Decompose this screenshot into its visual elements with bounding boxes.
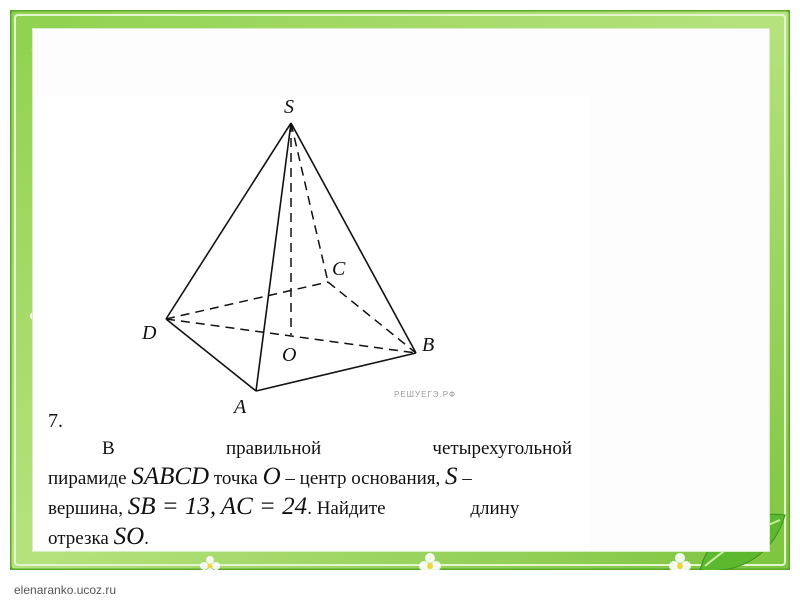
- math-sb: SB = 13,: [127, 493, 217, 520]
- watermark: РЕШУЕГЭ.РФ: [394, 390, 457, 399]
- edge-DC: [166, 282, 328, 319]
- math-o: O: [262, 463, 281, 490]
- math-s: S: [445, 463, 458, 490]
- edge-AB: [256, 353, 416, 391]
- label-S: S: [284, 96, 294, 118]
- math-so: SO: [113, 523, 145, 550]
- problem-text: [48, 407, 572, 553]
- problem-number: 7.: [48, 410, 63, 432]
- math-sabcd: SABCD: [131, 463, 210, 490]
- edge-SC: [291, 123, 328, 282]
- label-A: A: [234, 396, 247, 415]
- edge-SD: [166, 123, 291, 319]
- math-ac: AC = 24: [220, 493, 308, 520]
- problem-line-1: В правильной четырехугольной: [102, 438, 572, 459]
- label-O: O: [282, 344, 297, 366]
- edge-CB: [328, 282, 416, 353]
- problem-content: [38, 95, 590, 550]
- label-B: B: [422, 334, 435, 356]
- edge-SB: [291, 123, 416, 353]
- label-C: C: [332, 258, 346, 280]
- problem-line-2: пирамиде SABCD точка O – центр основания, S –: [48, 463, 472, 490]
- problem-line-3: вершина, SB = 13, AC = 24. Найдите длину: [48, 493, 520, 520]
- problem-line-4: отрезка SO.: [48, 523, 149, 550]
- label-D: D: [142, 322, 157, 344]
- site-url: elenaranko.ucoz.ru: [14, 583, 117, 597]
- pyramid-diagram: [38, 95, 590, 415]
